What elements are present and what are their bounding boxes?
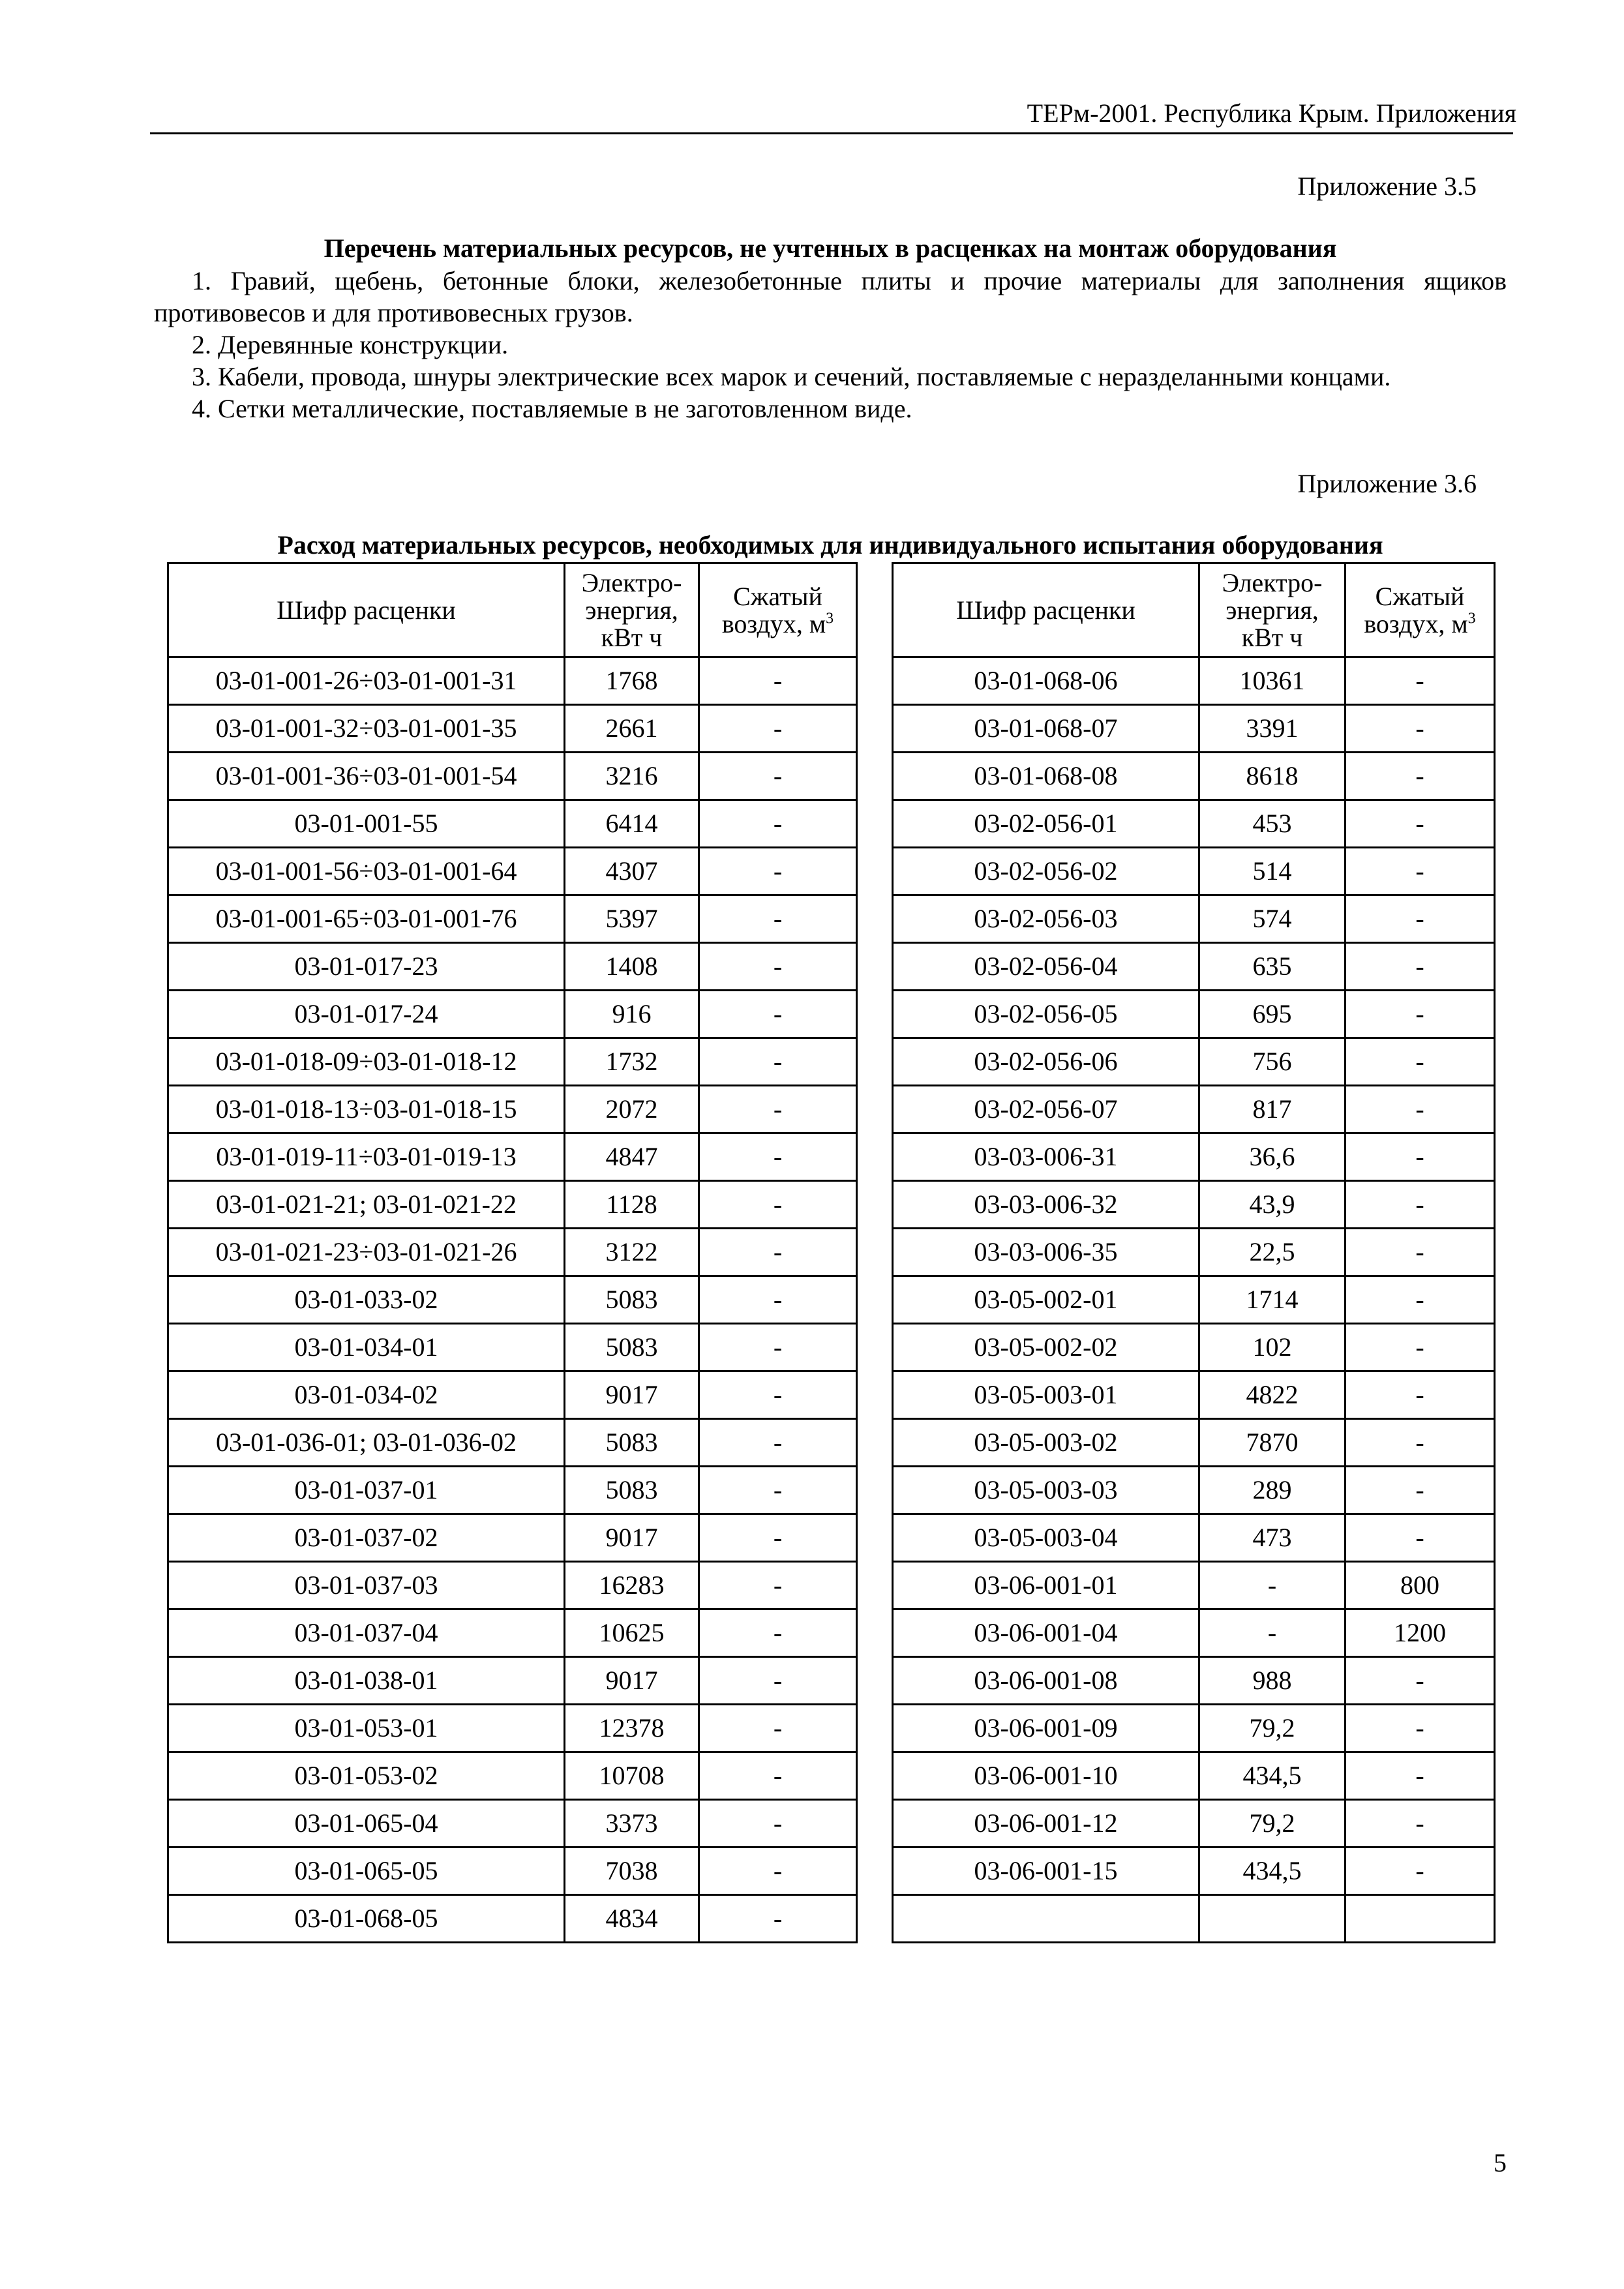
header-air-line: Сжатый (733, 581, 822, 611)
cell-energy: 4834 (565, 1895, 699, 1943)
cell-code: 03-01-068-07 (893, 705, 1199, 753)
cell-energy: 1732 (565, 1038, 699, 1086)
cell-air: - (1346, 1514, 1495, 1562)
cell-energy: 756 (1199, 1038, 1346, 1086)
cell-code: 03-01-038-01 (168, 1657, 565, 1705)
cell-code: 03-01-065-04 (168, 1800, 565, 1848)
cell-energy: - (1199, 1609, 1346, 1657)
cell-energy: 4307 (565, 848, 699, 895)
cell-energy: 1408 (565, 943, 699, 991)
table-row (893, 1705, 1495, 1752)
table-row (893, 657, 1495, 705)
cell-code: 03-01-001-65÷03-01-001-76 (168, 895, 565, 943)
cell-energy: 10708 (565, 1752, 699, 1800)
table-row (893, 1229, 1495, 1276)
header-air-superscript: 3 (1467, 610, 1476, 627)
table-row (168, 1038, 857, 1086)
table-row (893, 943, 1495, 991)
table-row (893, 753, 1495, 800)
cell-air: - (699, 1371, 857, 1419)
cell-air: - (1346, 1324, 1495, 1371)
cell-code: 03-01-034-01 (168, 1324, 565, 1371)
cell-code: 03-01-001-55 (168, 800, 565, 848)
appendix-3-5-title: Перечень материальных ресурсов, не учтенных в расценках на монтаж оборудования (323, 233, 1337, 263)
cell-code: 03-01-036-01; 03-01-036-02 (168, 1419, 565, 1467)
cell-air: - (699, 800, 857, 848)
table-row (893, 1657, 1495, 1705)
cell-air: - (699, 1467, 857, 1514)
table-row (168, 1514, 857, 1562)
cell-air: - (699, 1419, 857, 1467)
cell-energy: 9017 (565, 1371, 699, 1419)
running-header: ТЕРм-2001. Республика Крым. Приложения (1027, 98, 1516, 128)
cell-energy: 79,2 (1199, 1705, 1346, 1752)
header-air (1346, 563, 1495, 657)
cell-code: 03-02-056-05 (893, 991, 1199, 1038)
table-row (168, 1419, 857, 1467)
table-header-row (168, 563, 857, 657)
table-row (893, 800, 1495, 848)
cell-code: 03-05-003-03 (893, 1467, 1199, 1514)
cell-code: 03-01-001-36÷03-01-001-54 (168, 753, 565, 800)
resource-table-right (892, 562, 1496, 1943)
cell-code: 03-01-065-05 (168, 1848, 565, 1895)
table-row (168, 1086, 857, 1133)
cell-energy: 7038 (565, 1848, 699, 1895)
cell-air: - (1346, 753, 1495, 800)
table-row (893, 895, 1495, 943)
header-rule (150, 132, 1513, 134)
cell-code: 03-01-037-01 (168, 1467, 565, 1514)
table-row (168, 1562, 857, 1609)
cell-energy: 514 (1199, 848, 1346, 895)
header-air-line: воздух, м (721, 608, 826, 638)
cell-code: 03-01-001-32÷03-01-001-35 (168, 705, 565, 753)
table-row (893, 1086, 1495, 1133)
header-energy-line: кВт ч (1241, 622, 1303, 652)
cell-energy: 817 (1199, 1086, 1346, 1133)
cell-air: - (699, 1276, 857, 1324)
cell-code: 03-01-019-11÷03-01-019-13 (168, 1133, 565, 1181)
cell-code: 03-01-037-03 (168, 1562, 565, 1609)
cell-air: 800 (1346, 1562, 1495, 1609)
cell-code: 03-03-006-35 (893, 1229, 1199, 1276)
cell-air: - (1346, 848, 1495, 895)
table-row (893, 1276, 1495, 1324)
table-row (168, 1657, 857, 1705)
cell-code: 03-01-001-56÷03-01-001-64 (168, 848, 565, 895)
cell-code: 03-05-003-01 (893, 1371, 1199, 1419)
cell-air: - (699, 1181, 857, 1229)
cell-air: - (699, 657, 857, 705)
cell-energy: 8618 (1199, 753, 1346, 800)
cell-air: - (699, 848, 857, 895)
table-row (168, 1800, 857, 1848)
cell-energy: 574 (1199, 895, 1346, 943)
cell-code: 03-01-053-02 (168, 1752, 565, 1800)
table-row (893, 1038, 1495, 1086)
cell-energy: 1128 (565, 1181, 699, 1229)
cell-code: 03-01-018-13÷03-01-018-15 (168, 1086, 565, 1133)
table-row (893, 1514, 1495, 1562)
cell-energy: 988 (1199, 1657, 1346, 1705)
cell-air: - (1346, 657, 1495, 705)
cell-code: 03-02-056-06 (893, 1038, 1199, 1086)
cell-air: 1200 (1346, 1609, 1495, 1657)
cell-air: - (699, 1705, 857, 1752)
cell-energy: 5083 (565, 1276, 699, 1324)
list-item-2: 2. Деревянные конструкции. (192, 330, 509, 359)
cell-air: - (1346, 895, 1495, 943)
cell-energy: 635 (1199, 943, 1346, 991)
cell-code: 03-06-001-04 (893, 1609, 1199, 1657)
cell-code: 03-05-002-02 (893, 1324, 1199, 1371)
cell-code: 03-06-001-12 (893, 1800, 1199, 1848)
cell-air: - (1346, 991, 1495, 1038)
cell-air: - (1346, 1038, 1495, 1086)
cell-energy: 3216 (565, 753, 699, 800)
table-row (168, 1705, 857, 1752)
cell-air: - (1346, 1371, 1495, 1419)
table-row (893, 1895, 1495, 1943)
cell-air: - (699, 1562, 857, 1609)
table-row (893, 1324, 1495, 1371)
header-code: Шифр расценки (893, 563, 1199, 657)
cell-energy: 3122 (565, 1229, 699, 1276)
cell-air (1346, 1895, 1495, 1943)
cell-code: 03-01-021-23÷03-01-021-26 (168, 1229, 565, 1276)
cell-code: 03-03-006-32 (893, 1181, 1199, 1229)
cell-code: 03-01-018-09÷03-01-018-12 (168, 1038, 565, 1086)
cell-code: 03-01-068-06 (893, 657, 1199, 705)
cell-air: - (699, 1848, 857, 1895)
cell-energy: 5083 (565, 1419, 699, 1467)
cell-air: - (1346, 705, 1495, 753)
cell-code: 03-06-001-15 (893, 1848, 1199, 1895)
table-row (168, 1324, 857, 1371)
table-row (893, 705, 1495, 753)
cell-air: - (699, 1514, 857, 1562)
cell-air: - (699, 1800, 857, 1848)
cell-air: - (1346, 1086, 1495, 1133)
cell-air: - (1346, 800, 1495, 848)
cell-air: - (699, 1038, 857, 1086)
cell-energy: 9017 (565, 1657, 699, 1705)
header-energy-line: кВт ч (601, 622, 663, 652)
cell-code (893, 1895, 1199, 1943)
cell-code: 03-02-056-04 (893, 943, 1199, 991)
cell-air: - (1346, 1800, 1495, 1848)
table-row (168, 895, 857, 943)
table-row (893, 1371, 1495, 1419)
cell-energy: 916 (565, 991, 699, 1038)
cell-air: - (699, 1752, 857, 1800)
cell-air: - (1346, 1657, 1495, 1705)
header-energy-line: энергия, (585, 595, 678, 625)
cell-code: 03-01-053-01 (168, 1705, 565, 1752)
page-number: 5 (1494, 2148, 1507, 2177)
table-row (893, 991, 1495, 1038)
table-row (893, 1800, 1495, 1848)
table-row (168, 1467, 857, 1514)
cell-air: - (699, 1609, 857, 1657)
cell-air: - (699, 705, 857, 753)
cell-energy: 22,5 (1199, 1229, 1346, 1276)
table-row (168, 1229, 857, 1276)
table-row (893, 1133, 1495, 1181)
cell-energy: 12378 (565, 1705, 699, 1752)
cell-energy: 7870 (1199, 1419, 1346, 1467)
cell-air: - (699, 991, 857, 1038)
table-row (168, 1848, 857, 1895)
cell-energy: 695 (1199, 991, 1346, 1038)
cell-air: - (699, 1229, 857, 1276)
header-energy-line: Электро- (581, 567, 682, 597)
cell-code: 03-01-017-23 (168, 943, 565, 991)
header-energy (565, 563, 699, 657)
header-air-superscript: 3 (826, 610, 834, 627)
cell-code: 03-01-017-24 (168, 991, 565, 1038)
cell-energy: 434,5 (1199, 1848, 1346, 1895)
table-row (893, 1752, 1495, 1800)
cell-energy: 3373 (565, 1800, 699, 1848)
resource-table-left (167, 562, 858, 1943)
cell-energy: 2072 (565, 1086, 699, 1133)
header-code: Шифр расценки (168, 563, 565, 657)
appendix-3-6-title: Расход материальных ресурсов, необходимых для индивидуального испытания оборудования (277, 530, 1383, 560)
cell-air: - (1346, 1181, 1495, 1229)
header-air (699, 563, 857, 657)
cell-air: - (1346, 1848, 1495, 1895)
list-item-1: 1. Гравий, щебень, бетонные блоки, железобетонные плиты и прочие материалы для заполнения ящиков противовесов и для противовесных грузов. (154, 266, 1507, 327)
table-row (893, 1562, 1495, 1609)
cell-energy: 3391 (1199, 705, 1346, 753)
table-row (168, 848, 857, 895)
cell-energy: 36,6 (1199, 1133, 1346, 1181)
cell-air: - (699, 943, 857, 991)
cell-air: - (699, 1895, 857, 1943)
header-energy-line: энергия, (1226, 595, 1319, 625)
appendix-3-5-label: Приложение 3.5 (1297, 172, 1477, 201)
table-row (168, 1752, 857, 1800)
cell-code: 03-01-037-02 (168, 1514, 565, 1562)
cell-air: - (699, 753, 857, 800)
table-row (893, 848, 1495, 895)
cell-code: 03-05-003-04 (893, 1514, 1199, 1562)
table-header-row (893, 563, 1495, 657)
cell-code: 03-01-034-02 (168, 1371, 565, 1419)
cell-energy: 5397 (565, 895, 699, 943)
cell-code: 03-02-056-03 (893, 895, 1199, 943)
table-row (168, 800, 857, 848)
cell-code: 03-01-021-21; 03-01-021-22 (168, 1181, 565, 1229)
cell-air: - (1346, 943, 1495, 991)
table-row (168, 991, 857, 1038)
cell-energy: 79,2 (1199, 1800, 1346, 1848)
cell-air: - (1346, 1752, 1495, 1800)
cell-air: - (1346, 1419, 1495, 1467)
table-row (168, 943, 857, 991)
table-row (168, 1609, 857, 1657)
cell-air: - (1346, 1467, 1495, 1514)
cell-energy: 9017 (565, 1514, 699, 1562)
cell-energy: 1768 (565, 657, 699, 705)
table-row (168, 657, 857, 705)
cell-energy: 434,5 (1199, 1752, 1346, 1800)
cell-energy: 289 (1199, 1467, 1346, 1514)
cell-code: 03-01-037-04 (168, 1609, 565, 1657)
cell-energy: 102 (1199, 1324, 1346, 1371)
cell-energy: 10625 (565, 1609, 699, 1657)
cell-energy: 43,9 (1199, 1181, 1346, 1229)
table-row (168, 1276, 857, 1324)
table-row (168, 753, 857, 800)
cell-energy: 473 (1199, 1514, 1346, 1562)
cell-code: 03-06-001-08 (893, 1657, 1199, 1705)
table-row (893, 1181, 1495, 1229)
header-air-line: Сжатый (1375, 581, 1465, 611)
list-item-3: 3. Кабели, провода, шнуры электрические всех марок и сечений, поставляемые с неразделанными концами. (192, 362, 1391, 391)
list-item-4: 4. Сетки металлические, поставляемые в не заготовленном виде. (192, 394, 912, 423)
cell-code: 03-06-001-10 (893, 1752, 1199, 1800)
cell-air: - (699, 1324, 857, 1371)
cell-air: - (699, 895, 857, 943)
cell-air: - (699, 1657, 857, 1705)
cell-air: - (699, 1133, 857, 1181)
header-energy-line: Электро- (1222, 567, 1323, 597)
cell-code: 03-02-056-02 (893, 848, 1199, 895)
table-row (168, 1371, 857, 1419)
cell-energy: 1714 (1199, 1276, 1346, 1324)
cell-code: 03-06-001-01 (893, 1562, 1199, 1609)
cell-air: - (1346, 1705, 1495, 1752)
cell-energy: 4822 (1199, 1371, 1346, 1419)
table-row (168, 705, 857, 753)
cell-air: - (1346, 1229, 1495, 1276)
table-row (168, 1895, 857, 1943)
table-row (893, 1848, 1495, 1895)
cell-energy: 4847 (565, 1133, 699, 1181)
table-row (168, 1181, 857, 1229)
cell-code: 03-01-068-08 (893, 753, 1199, 800)
cell-code: 03-02-056-07 (893, 1086, 1199, 1133)
cell-energy: - (1199, 1562, 1346, 1609)
cell-air: - (699, 1086, 857, 1133)
cell-energy (1199, 1895, 1346, 1943)
cell-energy: 453 (1199, 800, 1346, 848)
cell-energy: 10361 (1199, 657, 1346, 705)
table-row (893, 1467, 1495, 1514)
cell-energy: 5083 (565, 1324, 699, 1371)
cell-air: - (1346, 1276, 1495, 1324)
cell-energy: 6414 (565, 800, 699, 848)
header-energy (1199, 563, 1346, 657)
cell-air: - (1346, 1133, 1495, 1181)
table-row (893, 1609, 1495, 1657)
cell-code: 03-01-033-02 (168, 1276, 565, 1324)
table-row (893, 1419, 1495, 1467)
cell-code: 03-05-003-02 (893, 1419, 1199, 1467)
appendix-3-6-label: Приложение 3.6 (1297, 469, 1477, 498)
cell-energy: 16283 (565, 1562, 699, 1609)
cell-energy: 5083 (565, 1467, 699, 1514)
cell-code: 03-05-002-01 (893, 1276, 1199, 1324)
cell-code: 03-03-006-31 (893, 1133, 1199, 1181)
cell-code: 03-01-068-05 (168, 1895, 565, 1943)
cell-code: 03-01-001-26÷03-01-001-31 (168, 657, 565, 705)
cell-code: 03-06-001-09 (893, 1705, 1199, 1752)
header-air-line: воздух, м (1364, 608, 1468, 638)
cell-energy: 2661 (565, 705, 699, 753)
table-row (168, 1133, 857, 1181)
cell-code: 03-02-056-01 (893, 800, 1199, 848)
